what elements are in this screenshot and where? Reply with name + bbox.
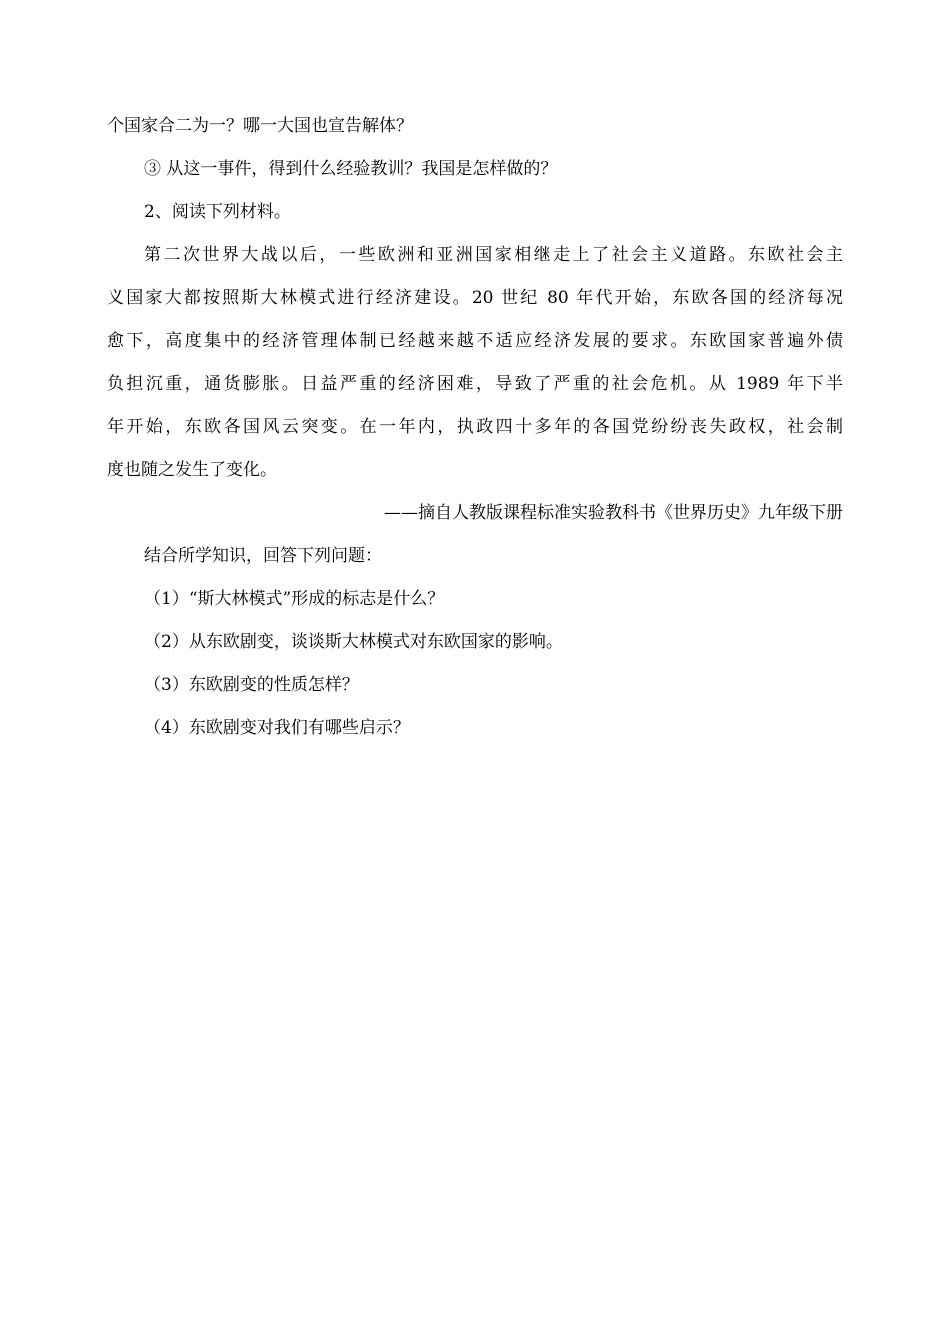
- material-line-2: 义国家大都按照斯大林模式进行经济建设。20 世纪 80 年代开始，东欧各国的经济每况: [107, 288, 843, 308]
- question-2: （2）从东欧剧变，谈谈斯大林模式对东欧国家的影响。: [144, 632, 563, 652]
- text-line-continuation: 个国家合二为一？哪一大国也宣告解体？: [107, 116, 413, 136]
- question-3: （3）东欧剧变的性质怎样？: [144, 675, 359, 695]
- material-line-3: 愈下，高度集中的经济管理体制已经越来越不适应经济发展的要求。东欧国家普遍外债: [107, 331, 843, 351]
- material-line-6: 度也随之发生了变化。: [107, 460, 277, 480]
- material-line-1: 第二次世界大战以后，一些欧洲和亚洲国家相继走上了社会主义道路。东欧社会主: [144, 245, 843, 265]
- question-3-line: ③ 从这一事件，得到什么经验教训？我国是怎样做的？: [144, 159, 558, 179]
- source-citation: ——摘自人教版课程标准实验教科书《世界历史》九年级下册: [384, 503, 843, 523]
- question-1: （1）“斯大林模式”形成的标志是什么？: [144, 589, 445, 609]
- material-line-5: 年开始，东欧各国风云突变。在一年内，执政四十多年的各国党纷纷丧失政权，社会制: [107, 417, 843, 437]
- material-line-4: 负担沉重，通货膨胀。日益严重的经济困难，导致了严重的社会危机。从 1989 年下半: [107, 374, 843, 394]
- section-2-heading: 2、阅读下列材料。: [144, 202, 291, 222]
- question-4: （4）东欧剧变对我们有哪些启示？: [144, 718, 410, 738]
- instruction-text: 结合所学知识，回答下列问题：: [144, 546, 382, 566]
